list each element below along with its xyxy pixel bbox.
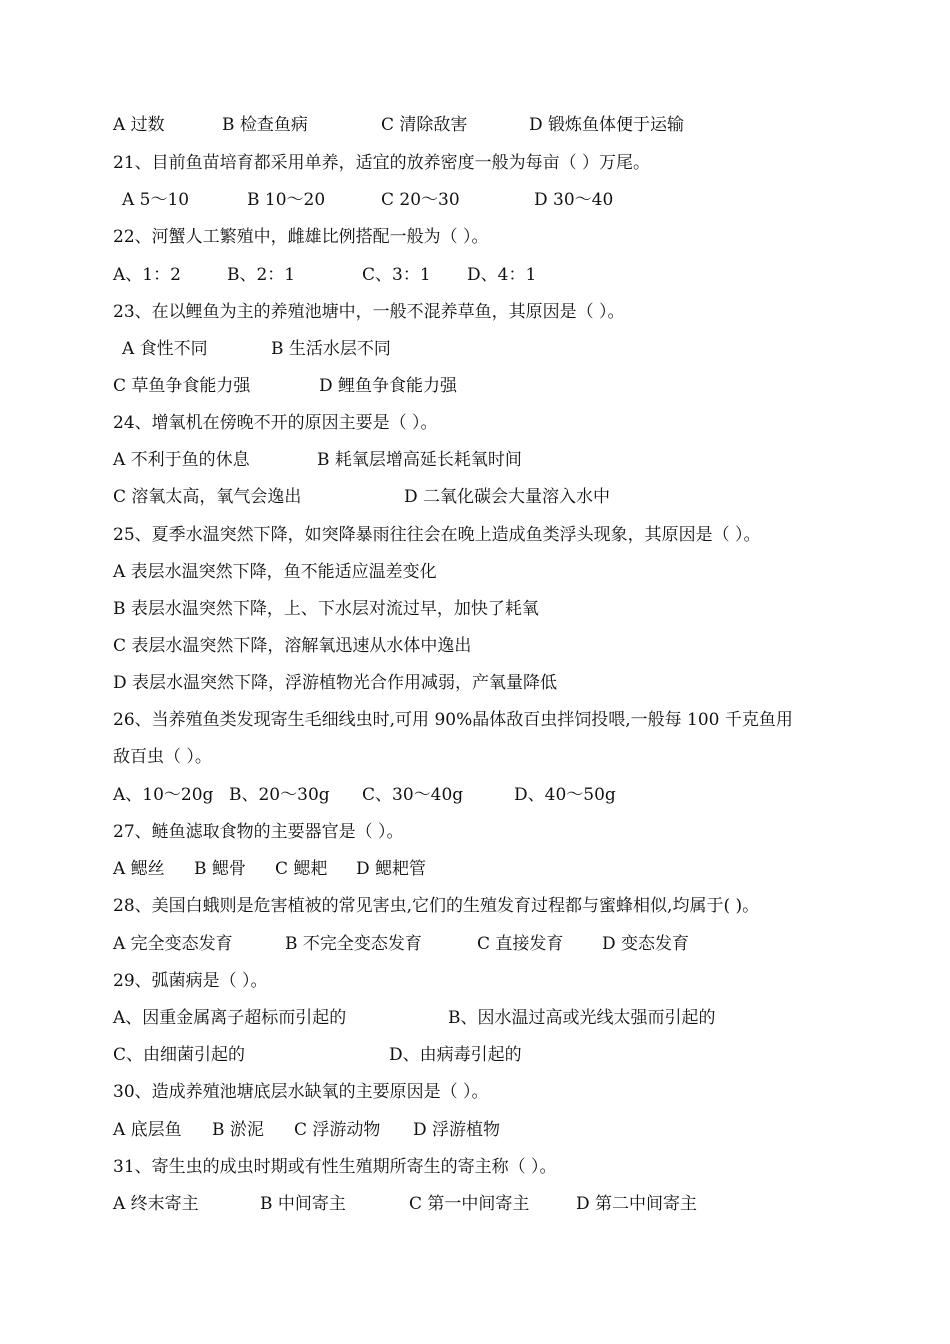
answer-option: D 变态发育 [602, 934, 690, 954]
answer-option: C 清除敌害 [381, 115, 468, 135]
answer-option: B 生活水层不同 [271, 339, 391, 359]
answer-option: C 第一中间寄主 [409, 1194, 530, 1214]
question-line: 24、增氧机在傍晚不开的原因主要是（ ）。 [113, 413, 438, 433]
question-line: 27、鲢鱼滤取食物的主要器官是（ ）。 [113, 822, 404, 842]
answer-option: D 鳃耙管 [356, 859, 427, 879]
answer-option: C、由细菌引起的 [113, 1045, 246, 1065]
answer-option: C 浮游动物 [294, 1120, 381, 1140]
answer-option: A 过数 [113, 115, 165, 135]
answer-option: D 表层水温突然下降，浮游植物光合作用减弱，产氧量降低 [113, 673, 558, 693]
answer-option: A 食性不同 [122, 339, 208, 359]
answer-option: C、3：1 [362, 265, 431, 285]
answer-option: A、1：2 [113, 265, 181, 285]
answer-option: A 5～10 [122, 190, 190, 210]
answer-option: D 二氧化碳会大量溶入水中 [404, 487, 611, 507]
answer-option: D 锻炼鱼体便于运输 [529, 115, 685, 135]
answer-option: D、4：1 [467, 265, 537, 285]
question-line: 23、在以鲤鱼为主的养殖池塘中，一般不混养草鱼，其原因是（ ）。 [113, 302, 625, 322]
answer-option: B、因水温过高或光线太强而引起的 [448, 1008, 716, 1028]
question-line: 敌百虫（ ）。 [113, 747, 212, 767]
answer-option: A 终末寄主 [113, 1194, 199, 1214]
answer-option: A 不利于鱼的休息 [113, 450, 250, 470]
answer-option: B 表层水温突然下降，上、下水层对流过早，加快了耗氧 [113, 599, 539, 619]
answer-option: D 30～40 [534, 190, 614, 210]
answer-option: B、2：1 [227, 265, 296, 285]
question-line: 22、河蟹人工繁殖中，雌雄比例搭配一般为（ ）。 [113, 227, 489, 247]
question-line: 21、目前鱼苗培育都采用单养，适宜的放养密度一般为每亩（ ）万尾。 [113, 153, 651, 173]
answer-option: D 浮游植物 [413, 1120, 501, 1140]
answer-option: B 耗氧层增高延长耗氧时间 [317, 450, 522, 470]
question-line: 29、弧菌病是（ ）。 [113, 971, 268, 991]
question-line: 28、美国白蛾则是危害植被的常见害虫,它们的生殖发育过程都与蜜蜂相似,均属于( )。 [113, 896, 760, 916]
answer-option: B 淤泥 [212, 1120, 264, 1140]
answer-option: C 鳃耙 [275, 859, 328, 879]
answer-option: D 第二中间寄主 [576, 1194, 698, 1214]
answer-option: C 溶氧太高，氧气会逸出 [113, 487, 302, 507]
question-line: 26、当养殖鱼类发现寄生毛细线虫时,可用 90%晶体敌百虫拌饲投喂,一般每 100 千克鱼用 [113, 710, 793, 730]
question-line: 31、寄生虫的成虫时期或有性生殖期所寄生的寄主称（ ）。 [113, 1157, 557, 1177]
question-line: 30、造成养殖池塘底层水缺氧的主要原因是（ ）。 [113, 1082, 489, 1102]
answer-option: B 检查鱼病 [222, 115, 308, 135]
answer-option: C 直接发育 [477, 934, 564, 954]
answer-option: D 鲤鱼争食能力强 [319, 376, 458, 396]
answer-option: D、由病毒引起的 [389, 1045, 522, 1065]
answer-option: C 表层水温突然下降，溶解氧迅速从水体中逸出 [113, 636, 472, 656]
answer-option: B 不完全变态发育 [285, 934, 422, 954]
answer-option: A、10～20g [113, 785, 214, 805]
answer-option: C 草鱼争食能力强 [113, 376, 251, 396]
answer-option: D、40～50g [514, 785, 616, 805]
answer-option: A 底层鱼 [113, 1120, 182, 1140]
answer-option: A 鳃丝 [113, 859, 165, 879]
answer-option: C 20～30 [381, 190, 460, 210]
answer-option: A、因重金属离子超标而引起的 [113, 1008, 347, 1028]
answer-option: A 表层水温突然下降，鱼不能适应温差变化 [113, 562, 437, 582]
answer-option: C、30～40g [362, 785, 464, 805]
answer-option: B 鳃骨 [194, 859, 246, 879]
answer-option: A 完全变态发育 [113, 934, 233, 954]
answer-option: B 10～20 [247, 190, 326, 210]
answer-option: B 中间寄主 [260, 1194, 346, 1214]
question-line: 25、夏季水温突然下降，如突降暴雨往往会在晚上造成鱼类浮头现象，其原因是（ ）。 [113, 525, 761, 545]
answer-option: B、20～30g [229, 785, 330, 805]
